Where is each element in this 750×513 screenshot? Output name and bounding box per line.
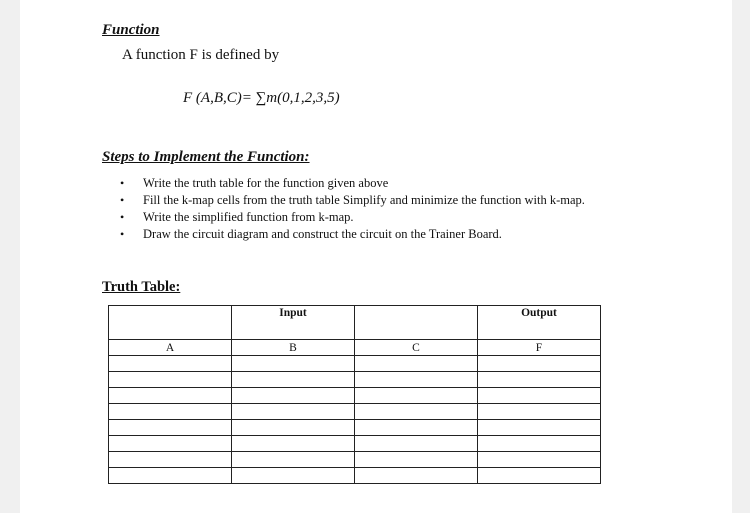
document-page [20, 0, 732, 513]
table-cell[interactable] [478, 372, 601, 388]
step-item [116, 209, 636, 225]
table-cell[interactable] [232, 404, 355, 420]
table-cell[interactable] [355, 468, 478, 484]
table-cell[interactable] [232, 420, 355, 436]
table-cell[interactable] [355, 372, 478, 388]
table-cell[interactable] [109, 452, 232, 468]
step-text: Fill the k-map cells from the truth table Simplify and minimize the function with k-map. [143, 193, 585, 207]
table-cell[interactable] [232, 452, 355, 468]
table-cell[interactable] [478, 452, 601, 468]
table-row [109, 468, 601, 484]
bullet-icon: • [120, 227, 125, 241]
table-row [109, 404, 601, 420]
bullet-icon: • [120, 193, 125, 207]
table-cell[interactable] [355, 452, 478, 468]
step-item [116, 226, 636, 242]
table-row [109, 436, 601, 452]
table-cell[interactable] [109, 436, 232, 452]
table-cell[interactable] [232, 436, 355, 452]
table-cell [355, 306, 478, 340]
table-row [109, 356, 601, 372]
function-formula: F (A,B,C)= ∑m(0,1,2,3,5) [183, 90, 340, 106]
table-cell[interactable] [478, 356, 601, 372]
table-cell[interactable] [478, 404, 601, 420]
truth-table [108, 305, 601, 484]
table-row [109, 452, 601, 468]
table-cell[interactable] [232, 372, 355, 388]
table-cell[interactable] [355, 436, 478, 452]
table-cell[interactable] [109, 468, 232, 484]
truth-table-heading: Truth Table: [102, 279, 181, 295]
table-cell[interactable] [478, 436, 601, 452]
column-header-c: C [355, 340, 478, 356]
bullet-icon: • [120, 210, 125, 224]
step-text: Write the truth table for the function given above [143, 176, 389, 190]
step-text: Draw the circuit diagram and construct the circuit on the Trainer Board. [143, 227, 502, 241]
table-column-header-row [109, 340, 601, 356]
table-row [109, 388, 601, 404]
table-cell[interactable] [232, 468, 355, 484]
table-cell [109, 306, 232, 340]
table-cell[interactable] [478, 468, 601, 484]
table-cell[interactable] [109, 356, 232, 372]
output-group-header: Output [478, 306, 601, 340]
table-group-header-row [109, 306, 601, 340]
input-group-header: Input [232, 306, 355, 340]
table-cell[interactable] [109, 404, 232, 420]
table-cell[interactable] [355, 404, 478, 420]
function-intro: A function F is defined by [122, 47, 280, 63]
table-cell[interactable] [478, 388, 601, 404]
table-cell[interactable] [355, 388, 478, 404]
step-text: Write the simplified function from k-map. [143, 210, 354, 224]
table-cell[interactable] [232, 356, 355, 372]
steps-list [116, 175, 636, 243]
table-cell[interactable] [478, 420, 601, 436]
step-item [116, 175, 636, 191]
steps-heading: Steps to Implement the Function: [102, 149, 310, 165]
bullet-icon: • [120, 176, 125, 190]
step-item [116, 192, 636, 208]
column-header-a: A [109, 340, 232, 356]
table-cell[interactable] [109, 420, 232, 436]
table-row [109, 420, 601, 436]
table-cell[interactable] [109, 388, 232, 404]
column-header-f: F [478, 340, 601, 356]
function-heading: Function [102, 22, 160, 38]
column-header-b: B [232, 340, 355, 356]
table-cell[interactable] [355, 356, 478, 372]
table-cell[interactable] [232, 388, 355, 404]
table-row [109, 372, 601, 388]
table-cell[interactable] [355, 420, 478, 436]
table-cell[interactable] [109, 372, 232, 388]
